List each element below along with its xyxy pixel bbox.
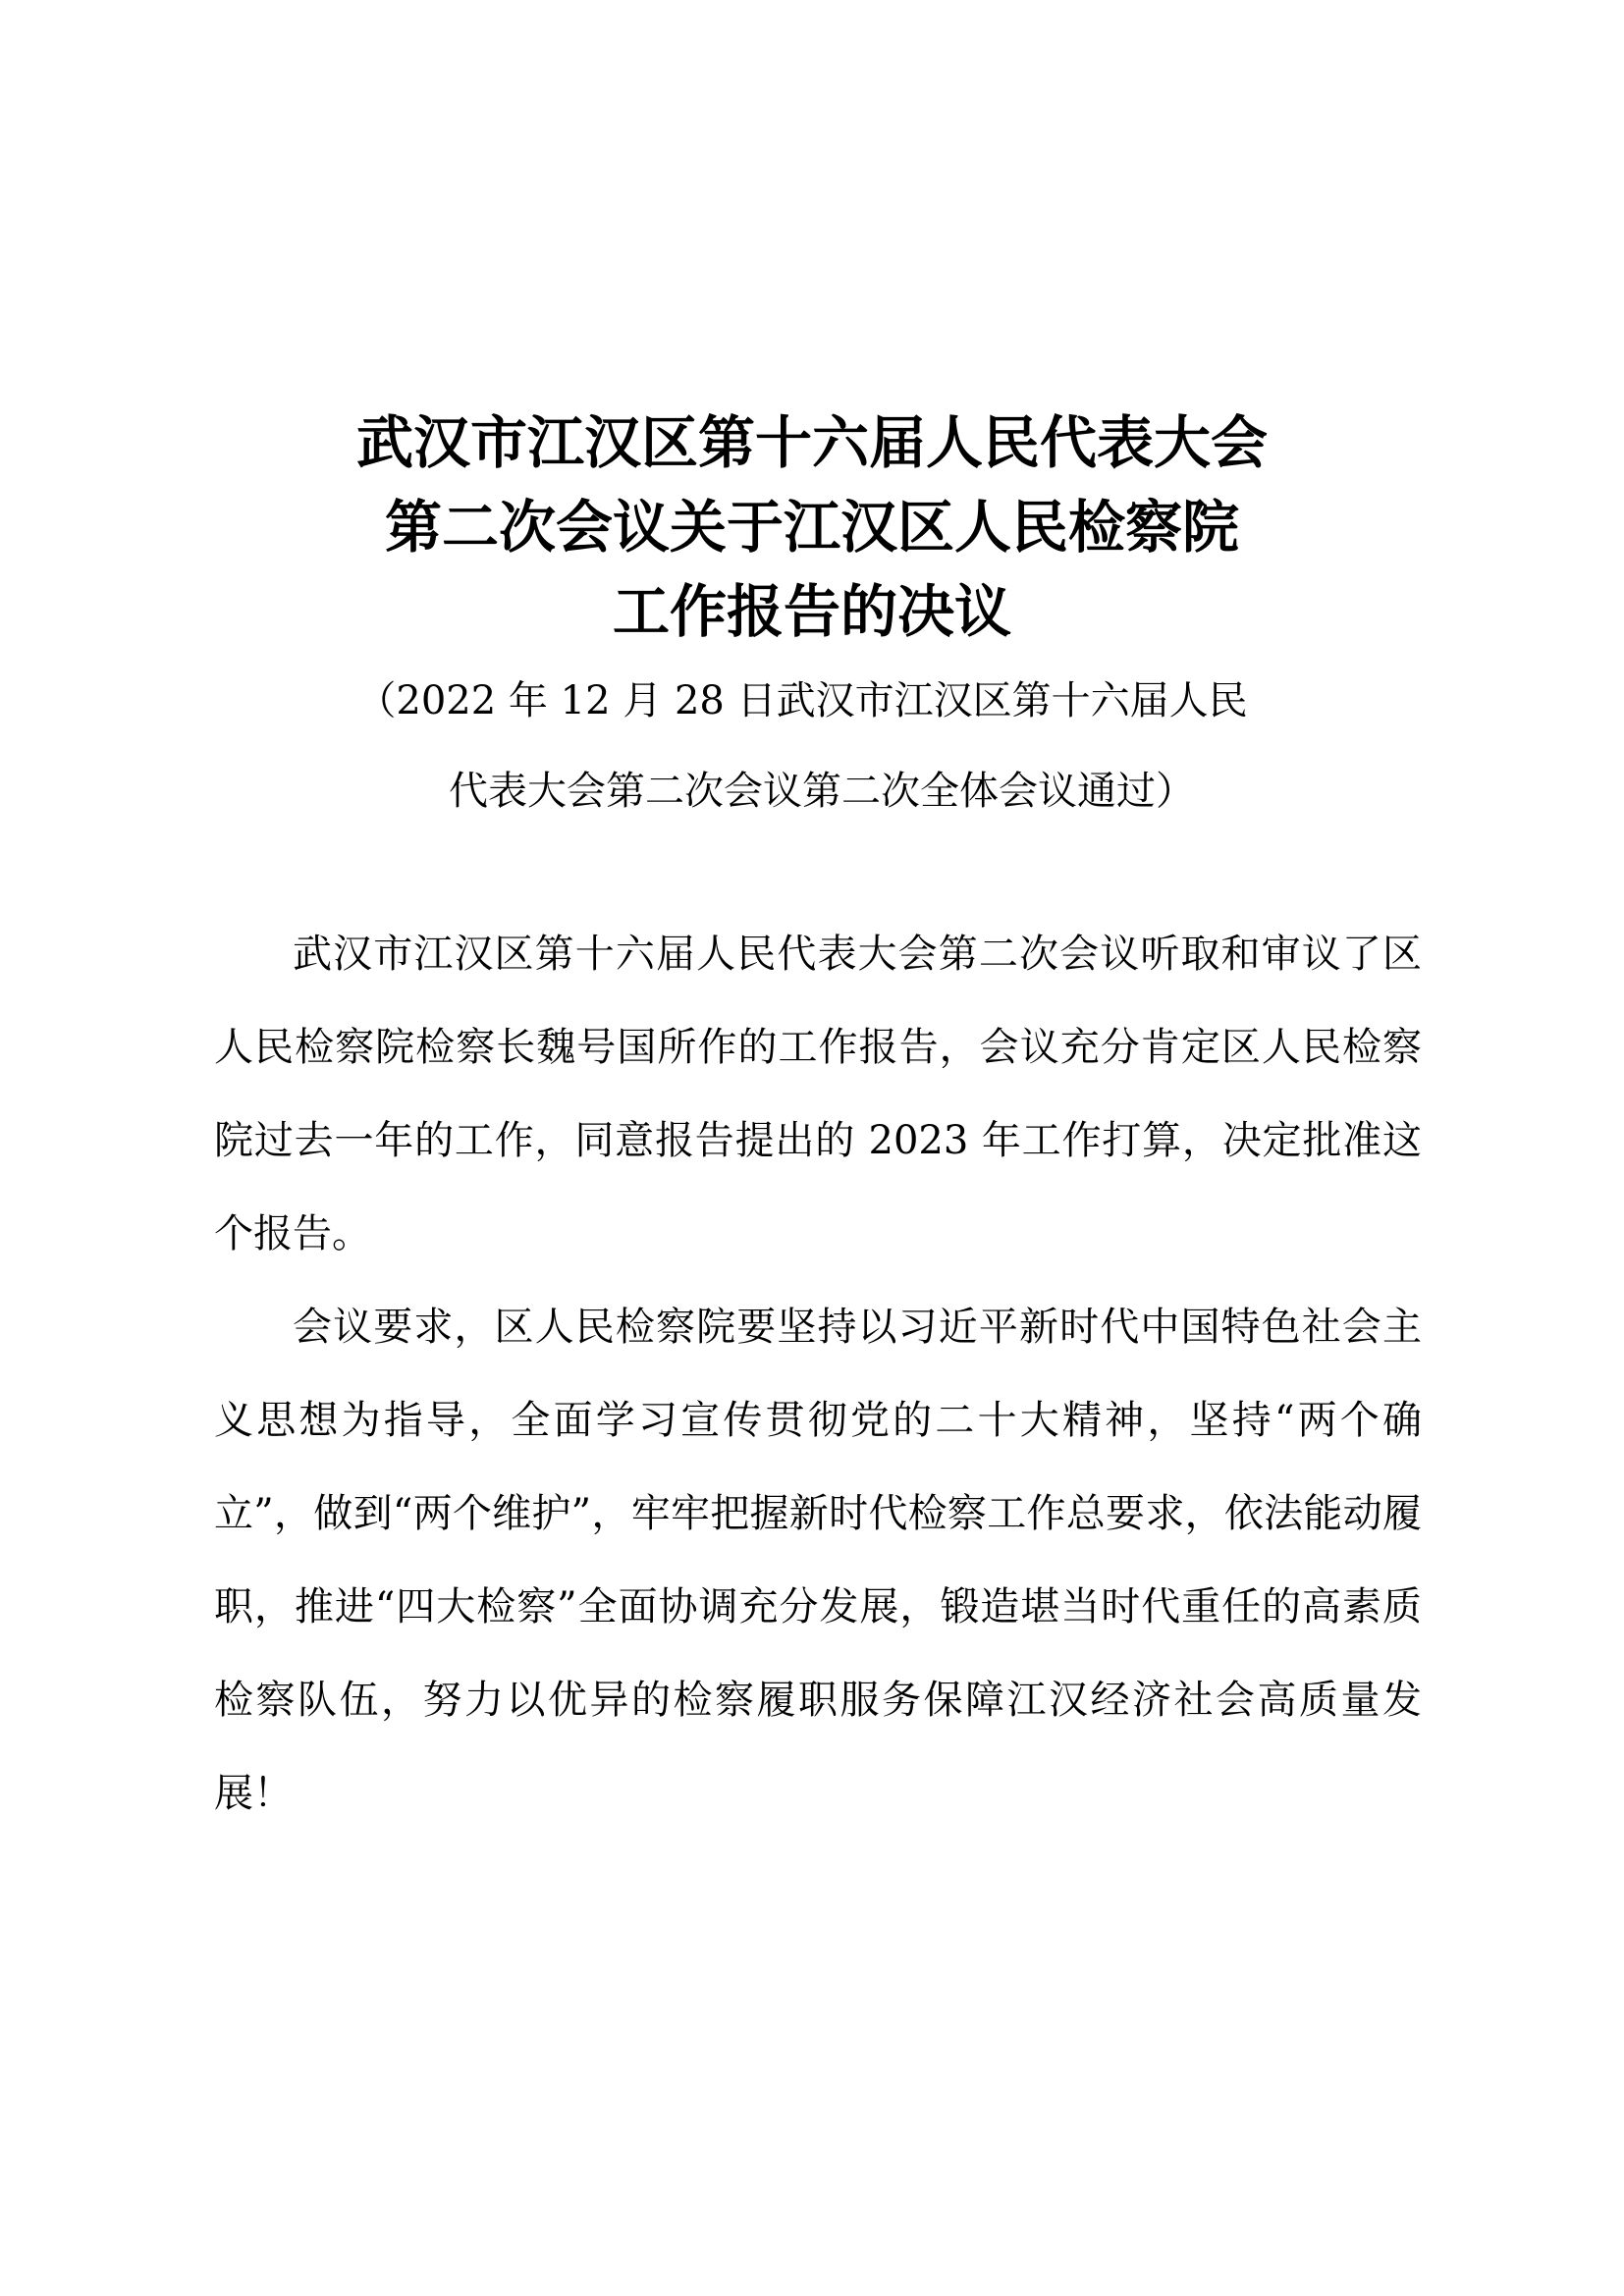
document-title: [0, 400, 1624, 654]
body-paragraph-2: 会议要求，区人民检察院要坚持以习近平新时代中国特色社会主义思想为指导，全面学习宣传贯彻党的二十大精神，坚持“两个确立”，做到“两个维护”，牢牢把握新时代检察工作总要求，依法能动履职，推进“四大检察”全面协调充分发展，锻造堪当时代重任的高素质检察队伍，努力以优异的检察履职服务保障江汉经济社会高质量发展！: [214, 1305, 1422, 1816]
title-line-1: 武汉市江汉区第十六届人民代表大会: [355, 409, 1268, 476]
document-body: [214, 908, 1422, 1841]
title-line-3: 工作报告的决议: [612, 578, 1011, 645]
body-paragraph-1: 武汉市江汉区第十六届人民代表大会第二次会议听取和审议了区人民检察院检察长魏号国所作的工作报告，会议充分肯定区人民检察院过去一年的工作，同意报告提出的 2023 年工作打算，决定批准这个报告。: [214, 932, 1422, 1256]
title-line-2: 第二次会议关于江汉区人民检察院: [384, 494, 1239, 561]
document-subtitle: [0, 656, 1624, 836]
subtitle-line-2: 代表大会第二次会议第二次全体会议通过）: [449, 769, 1195, 814]
subtitle-line-1: （2022 年 12 月 28 日武汉市江汉区第十六届人民: [356, 678, 1248, 723]
